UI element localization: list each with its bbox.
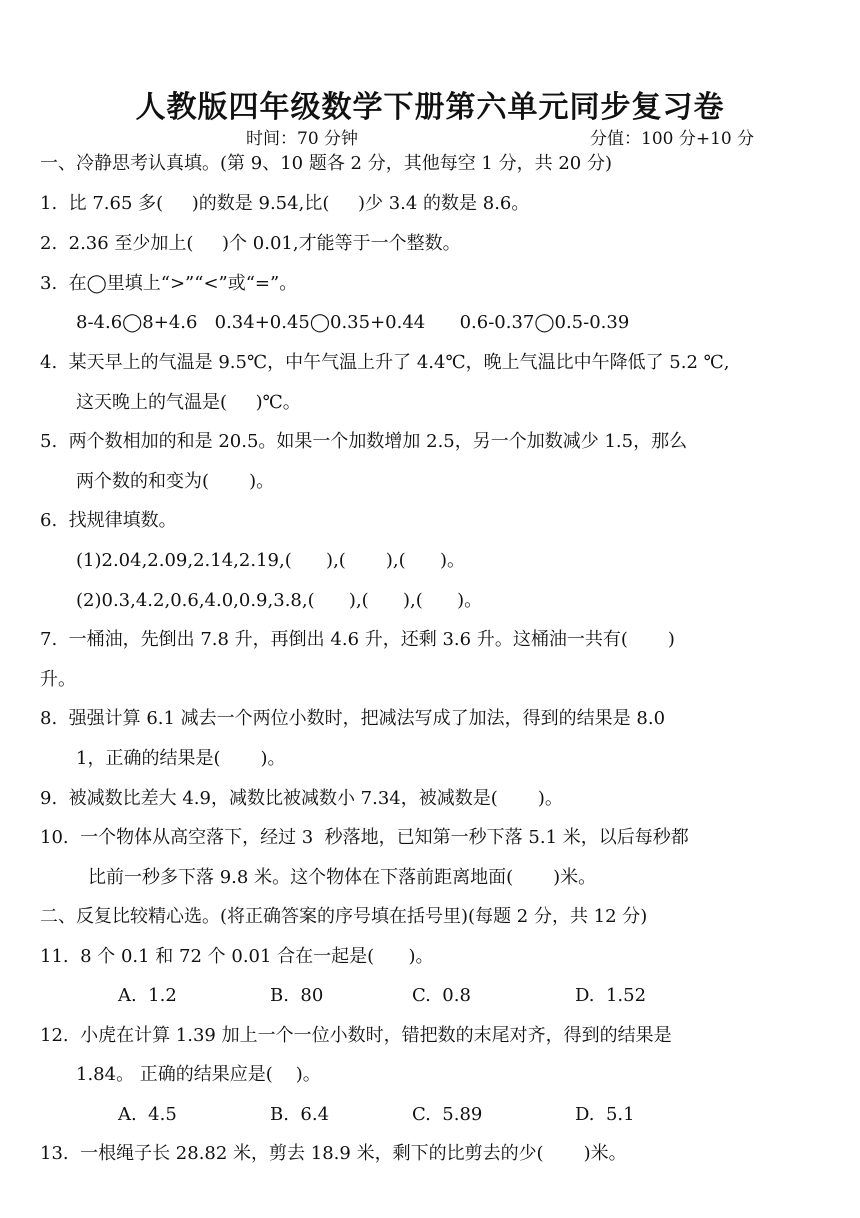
question-12-line-2: 1.84。 正确的结果应是( )。 bbox=[76, 1064, 321, 1085]
question-1: 1. 比 7.65 多( )的数是 9.54,比( )少 3.4 的数是 8.6。 bbox=[40, 193, 530, 214]
question-6: 6. 找规律填数。 bbox=[40, 510, 177, 531]
question-6-part-2: (2)0.3,4.2,0.6,4.0,0.9,3.8,( ),( ),( )。 bbox=[76, 590, 483, 611]
question-9: 9. 被减数比差大 4.9，减数比被减数小 7.34，被减数是( )。 bbox=[40, 788, 563, 809]
question-11-option-d: D. 1.52 bbox=[575, 985, 647, 1006]
page-title: 人教版四年级数学下册第六单元同步复习卷 bbox=[135, 90, 725, 125]
question-7: 7. 一桶油，先倒出 7.8 升，再倒出 4.6 升，还剩 3.6 升。这桶油一共有( ) bbox=[40, 629, 675, 650]
question-2: 2. 2.36 至少加上( )个 0.01,才能等于一个整数。 bbox=[40, 233, 461, 254]
question-8: 8. 强强计算 6.1 减去一个两位小数时，把减法写成了加法，得到的结果是 8.0 bbox=[40, 708, 666, 729]
question-6-part-1: (1)2.04,2.09,2.14,2.19,( ),( ),( )。 bbox=[76, 550, 465, 571]
question-12-option-d: D. 5.1 bbox=[575, 1104, 635, 1125]
question-11-option-c: C. 0.8 bbox=[412, 985, 471, 1006]
question-12: 12. 小虎在计算 1.39 加上一个一位小数时，错把数的末尾对齐，得到的结果是 bbox=[40, 1025, 672, 1046]
question-11: 11. 8 个 0.1 和 72 个 0.01 合在一起是( )。 bbox=[40, 946, 434, 967]
question-12-option-a: A. 4.5 bbox=[118, 1104, 177, 1125]
question-10: 10. 一个物体从高空落下，经过 3 秒落地，已知第一秒下落 5.1 米，以后每秒都 bbox=[40, 827, 689, 848]
time-limit: 时间：70 分钟 bbox=[246, 129, 359, 149]
question-12-option-b: B. 6.4 bbox=[270, 1104, 330, 1125]
question-12-option-c: C. 5.89 bbox=[412, 1104, 483, 1125]
question-10-line-2: 比前一秒多下落 9.8 米。这个物体在下落前距离地面( )米。 bbox=[88, 867, 597, 888]
question-8-line-2: 1，正确的结果是( )。 bbox=[76, 748, 286, 769]
question-11-option-a: A. 1.2 bbox=[118, 985, 177, 1006]
question-7-line-2: 升。 bbox=[40, 669, 76, 690]
question-3-items: 8-4.6◯8+4.6 0.34+0.45◯0.35+0.44 0.6-0.37◯0.5-0.39 bbox=[76, 312, 630, 333]
total-score: 分值：100 分+10 分 bbox=[590, 129, 755, 149]
question-4: 4. 某天早上的气温是 9.5℃，中午气温上升了 4.4℃，晚上气温比中午降低了 5.2 ℃, bbox=[40, 352, 730, 373]
question-11-option-b: B. 80 bbox=[270, 985, 324, 1006]
question-3: 3. 在◯里填上“>”“<”或“=”。 bbox=[40, 273, 298, 294]
section-1-heading: 一、冷静思考认真填。(第 9、10 题各 2 分，其他每空 1 分，共 20 分) bbox=[40, 153, 612, 174]
question-4-line-2: 这天晚上的气温是( )℃。 bbox=[76, 392, 301, 413]
question-13: 13. 一根绳子长 28.82 米，剪去 18.9 米，剩下的比剪去的少( )米。 bbox=[40, 1143, 627, 1164]
question-5-line-2: 两个数的和变为( )。 bbox=[76, 471, 275, 492]
question-5: 5. 两个数相加的和是 20.5。如果一个加数增加 2.5，另一个加数减少 1.5，那么 bbox=[40, 431, 688, 452]
section-2-heading: 二、反复比较精心选。(将正确答案的序号填在括号里)(每题 2 分，共 12 分) bbox=[40, 906, 648, 927]
